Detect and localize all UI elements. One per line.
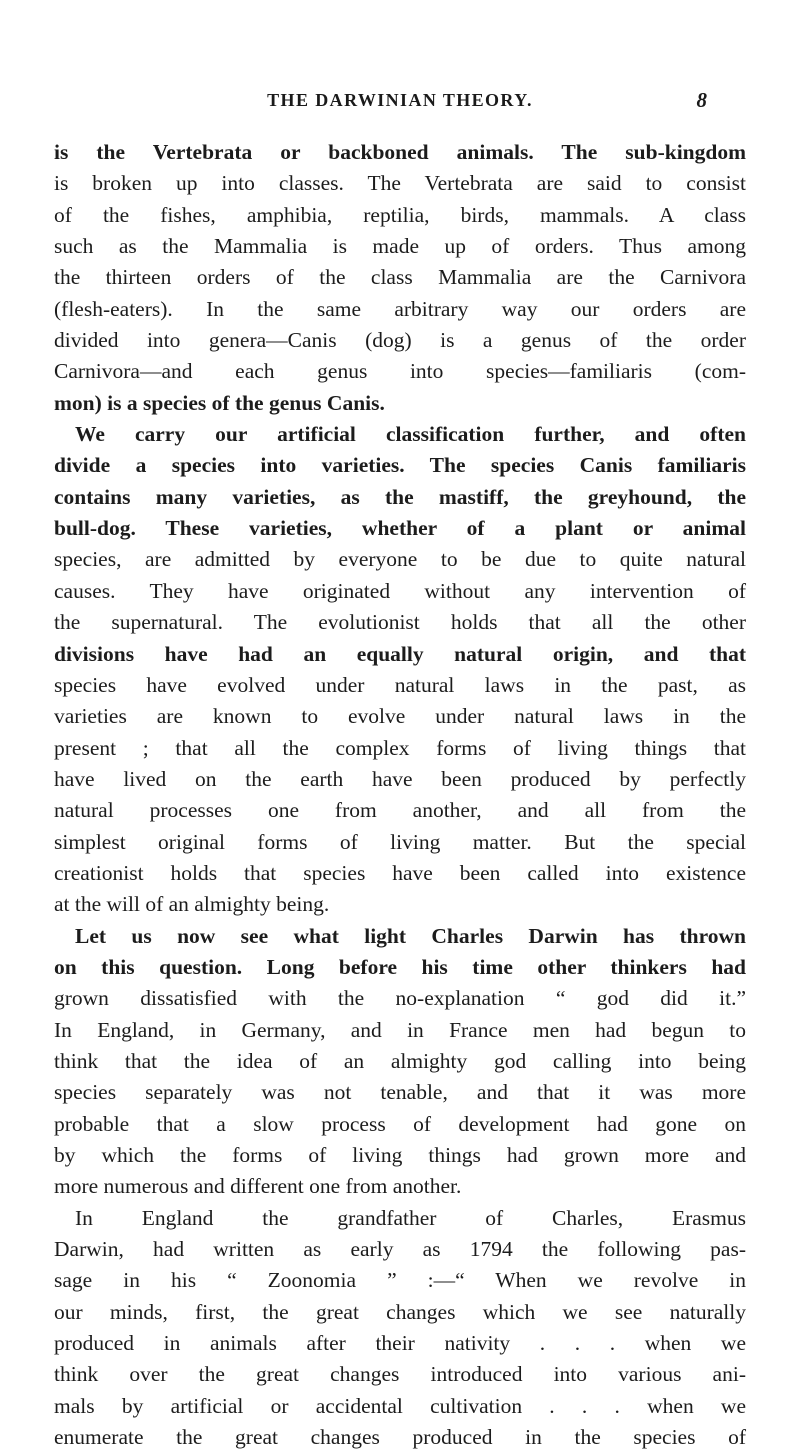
text-line: species have evolved under natural laws in the past, as <box>54 672 746 697</box>
text-line: Carnivora—and each genus into species—familiaris (com- <box>54 359 746 384</box>
running-head <box>0 88 800 112</box>
text-line: have lived on the earth have been produced by perfectly <box>54 766 746 791</box>
text-line: natural processes one from another, and all from the <box>54 798 746 823</box>
text-line: divisions have had an equally natural origin, and that <box>54 641 746 666</box>
text-line: (flesh-eaters). In the same arbitrary way our orders are <box>54 296 746 321</box>
text-line: the supernatural. The evolutionist holds that all the other <box>54 610 746 635</box>
text-line: divided into genera—Canis (dog) is a genus of the order <box>54 328 746 353</box>
text-line: Let us now see what light Charles Darwin has thrown <box>75 923 746 948</box>
text-line: varieties are known to evolve under natural laws in the <box>54 704 746 729</box>
text-line: more numerous and different one from another. <box>54 1174 462 1199</box>
text-line: think over the great changes introduced into various ani- <box>54 1362 746 1387</box>
text-line: mon) is a species of the genus Canis. <box>54 390 385 415</box>
text-line: by which the forms of living things had grown more and <box>54 1143 746 1167</box>
text-line: is the Vertebrata or backboned animals. The sub-kingdom <box>54 140 746 164</box>
text-line: such as the Mammalia is made up of orders. Thus among <box>54 234 746 259</box>
text-line: We carry our artificial classification further, and often <box>75 422 746 447</box>
text-line: simplest original forms of living matter. But the special <box>54 829 746 854</box>
text-line: is broken up into classes. The Vertebrata are said to consist <box>54 171 746 196</box>
text-line: species separately was not tenable, and that it was more <box>54 1080 746 1105</box>
text-line: on this question. Long before his time other thinkers had <box>54 954 746 979</box>
text-line: sage in his “ Zoonomia ” :—“ When we revolve in <box>54 1268 746 1293</box>
text-line: In England, in Germany, and in France men had begun to <box>54 1017 746 1042</box>
page-number: 8 <box>696 88 707 112</box>
text-line: causes. They have originated without any intervention of <box>54 578 746 603</box>
text-line: grown dissatisfied with the no-explanation “ god did it.” <box>54 986 746 1011</box>
text-line: mals by artificial or accidental cultivation . . . when we <box>54 1393 746 1418</box>
text-line: species, are admitted by everyone to be due to quite natural <box>54 547 746 572</box>
text-line: probable that a slow process of development had gone on <box>54 1111 746 1136</box>
text-line: creationist holds that species have been called into existence <box>54 860 746 885</box>
text-line: divide a species into varieties. The species Canis familiaris <box>54 453 746 478</box>
text-line: bull-dog. These varieties, whether of a plant or animal <box>54 516 746 541</box>
text-line: present ; that all the complex forms of living things that <box>54 735 746 760</box>
running-title: THE DARWINIAN THEORY. <box>267 90 533 110</box>
text-line: the thirteen orders of the class Mammalia are the Carnivora <box>54 265 746 290</box>
text-line: Darwin, had written as early as 1794 the following pas- <box>54 1237 746 1262</box>
text-line: think that the idea of an almighty god calling into being <box>54 1048 746 1073</box>
text-line: of the fishes, amphibia, reptilia, birds, mammals. A class <box>54 202 746 227</box>
text-line: contains many varieties, as the mastiff, the greyhound, the <box>54 484 746 509</box>
text-line: produced in animals after their nativity . . . when we <box>54 1331 746 1356</box>
text-line: In England the grandfather of Charles, Erasmus <box>75 1205 746 1230</box>
text-line: at the will of an almighty being. <box>54 892 330 917</box>
text-line: enumerate the great changes produced in the species of <box>54 1425 746 1450</box>
body-text <box>54 137 746 1453</box>
text-line: our minds, first, the great changes which we see naturally <box>54 1299 746 1324</box>
